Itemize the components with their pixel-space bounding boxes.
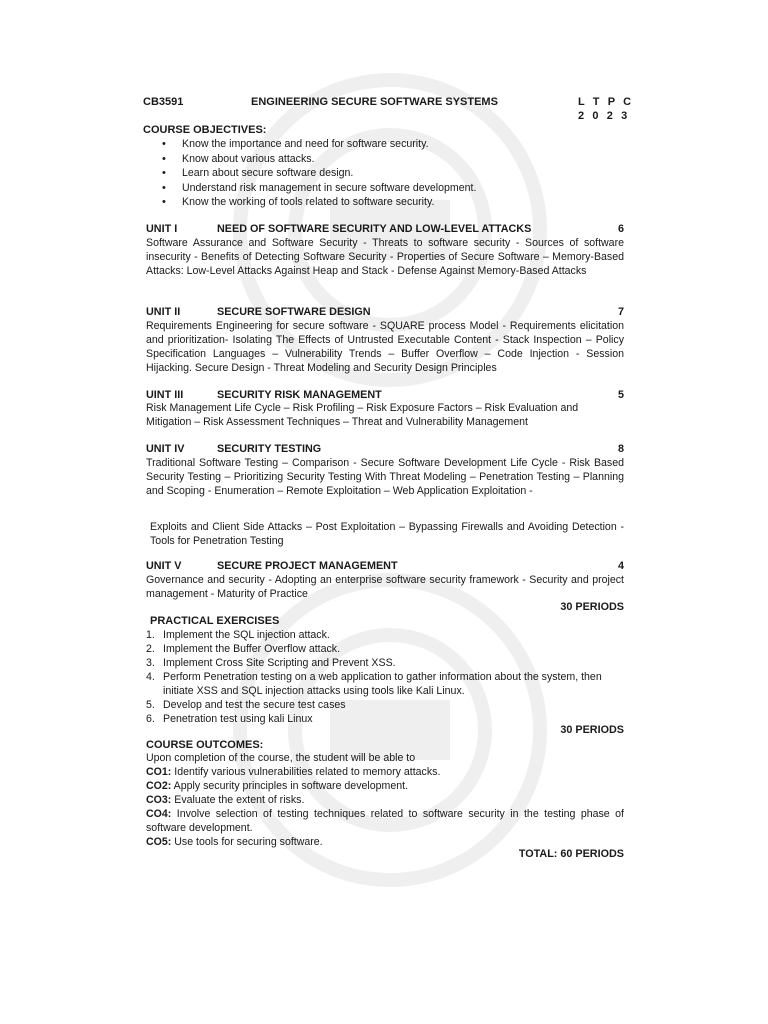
outcome-code: CO1:	[146, 766, 172, 778]
unit-1-content	[146, 236, 624, 278]
exercise-number: 4.	[146, 671, 155, 683]
unit-title: SECURITY RISK MANAGEMENT	[217, 389, 382, 401]
unit-content-text: Software Assurance and Software Security - Threats to software security - Sources of software insecurity - Benefits of Detecting Software Security - Properties of Secure Software – Memory-Based Attacks: Low-Level Attacks Against Heap and Stack - Defense Against Memory-Based Attacks	[146, 237, 624, 277]
objective-item: • Know about various attacks.	[160, 152, 476, 167]
exercise-text: Implement Cross Site Scripting and Prevent XSS.	[163, 657, 396, 669]
exercise-item	[146, 698, 624, 712]
objective-item: • Understand risk management in secure software development.	[160, 181, 476, 196]
exercise-number: 6.	[146, 713, 155, 725]
objective-item: • Learn about secure software design.	[160, 166, 476, 181]
theory-periods: 30 PERIODS	[560, 601, 624, 613]
unit-4-content-continued	[150, 520, 624, 548]
unit-content-text: Traditional Software Testing – Comparison - Secure Software Development Life Cycle - Risk Based Security Testing – Prioritizing Security Testing With Threat Modeling – Penetration Testing – Planning and Scoping - Enumeration – Remote Exploitation – Web Application Exploitation -	[146, 457, 624, 497]
ltpc-values: 2 0 2 3	[578, 110, 630, 122]
practical-periods: 30 PERIODS	[560, 724, 624, 736]
outcomes-intro: Upon completion of the course, the student will be able to	[146, 752, 416, 764]
objectives-list	[160, 137, 476, 210]
objective-item: • Know the importance and need for software security.	[160, 137, 476, 152]
unit-content-text: Exploits and Client Side Attacks – Post Exploitation – Bypassing Firewalls and Avoiding Detection - Tools for Penetration Testing	[150, 521, 624, 547]
practical-list	[146, 628, 624, 726]
course-title: ENGINEERING SECURE SOFTWARE SYSTEMS	[251, 96, 498, 108]
exercise-item	[146, 656, 624, 670]
outcome-item	[146, 779, 624, 793]
unit-4-content	[146, 456, 624, 498]
unit-title: NEED OF SOFTWARE SECURITY AND LOW-LEVEL ATTACKS	[217, 223, 532, 235]
unit-hours: 5	[617, 389, 624, 401]
outcome-text: Use tools for securing software.	[171, 836, 323, 848]
exercise-text: Implement the Buffer Overflow attack.	[163, 643, 341, 655]
outcomes-heading: COURSE OUTCOMES:	[146, 739, 264, 751]
unit-hours: 6	[617, 223, 624, 235]
course-code: CB3591	[143, 96, 184, 108]
outcome-text: Apply security principles in software development.	[171, 780, 409, 792]
unit-hours: 7	[617, 306, 624, 318]
exercise-text: Perform Penetration testing on a web application to gather information about the system, then initiate XSS and SQL injection attacks using tools like Kali Linux.	[163, 671, 602, 697]
exercise-item	[146, 628, 624, 642]
unit-content-text: Requirements Engineering for secure software - SQUARE process Model - Requirements elicitation and prioritization- Isolating The Effects of Untrusted Executable Content - Stack Inspection – Policy Specification Languages – Vulnerability Trends – Buffer Overflow – Code Injection - Session Hijacking. Secure Design - Threat Modeling and Security Design Principles	[146, 320, 624, 374]
objectives-heading: COURSE OBJECTIVES:	[143, 124, 267, 136]
unit-2-content	[146, 319, 624, 375]
unit-3-content	[146, 401, 624, 429]
total-periods: TOTAL: 60 PERIODS	[518, 848, 624, 860]
exercise-item	[146, 670, 624, 698]
unit-label: UINT III	[146, 389, 184, 401]
ltpc-labels: L T P C	[578, 96, 634, 108]
outcome-item	[146, 765, 624, 779]
unit-title: SECURE PROJECT MANAGEMENT	[217, 560, 398, 572]
unit-title: SECURE SOFTWARE DESIGN	[217, 306, 371, 318]
objective-item: • Know the working of tools related to software security.	[160, 195, 476, 210]
outcome-code: CO4:	[146, 808, 172, 820]
outcome-text: Identify various vulnerabilities related to memory attacks.	[171, 766, 441, 778]
outcome-code: CO5:	[146, 836, 172, 848]
outcomes-block	[146, 751, 624, 849]
exercise-number: 1.	[146, 629, 155, 641]
outcome-text: Involve selection of testing techniques related to software security in the testing phase of software development.	[146, 808, 624, 834]
unit-5-content	[146, 573, 624, 601]
unit-hours: 4	[617, 560, 624, 572]
exercise-number: 3.	[146, 657, 155, 669]
exercise-text: Develop and test the secure test cases	[163, 699, 346, 711]
unit-label: UNIT IV	[146, 443, 185, 455]
exercise-item	[146, 712, 624, 726]
unit-content-text: Risk Management Life Cycle – Risk Profiling – Risk Exposure Factors – Risk Evaluation and Mitigation – Risk Assessment Techniques – Threat and Vulnerability Management	[146, 402, 579, 428]
outcome-code: CO3:	[146, 794, 172, 806]
exercise-number: 2.	[146, 643, 155, 655]
exercise-text: Implement the SQL injection attack.	[163, 629, 330, 641]
exercise-number: 5.	[146, 699, 155, 711]
unit-content-text: Governance and security - Adopting an enterprise software security framework - Security and project management - Maturity of Practice	[146, 574, 624, 600]
exercise-text: Penetration test using kali Linux	[163, 713, 313, 725]
outcome-code: CO2:	[146, 780, 172, 792]
outcome-item	[146, 793, 624, 807]
outcome-text: Evaluate the extent of risks.	[171, 794, 305, 806]
exercise-item	[146, 642, 624, 656]
unit-hours: 8	[617, 443, 624, 455]
outcome-item	[146, 807, 624, 835]
unit-label: UNIT V	[146, 560, 182, 572]
unit-title: SECURITY TESTING	[217, 443, 322, 455]
practical-heading: PRACTICAL EXERCISES	[150, 615, 280, 627]
unit-label: UNIT II	[146, 306, 181, 318]
unit-label: UNIT I	[146, 223, 178, 235]
